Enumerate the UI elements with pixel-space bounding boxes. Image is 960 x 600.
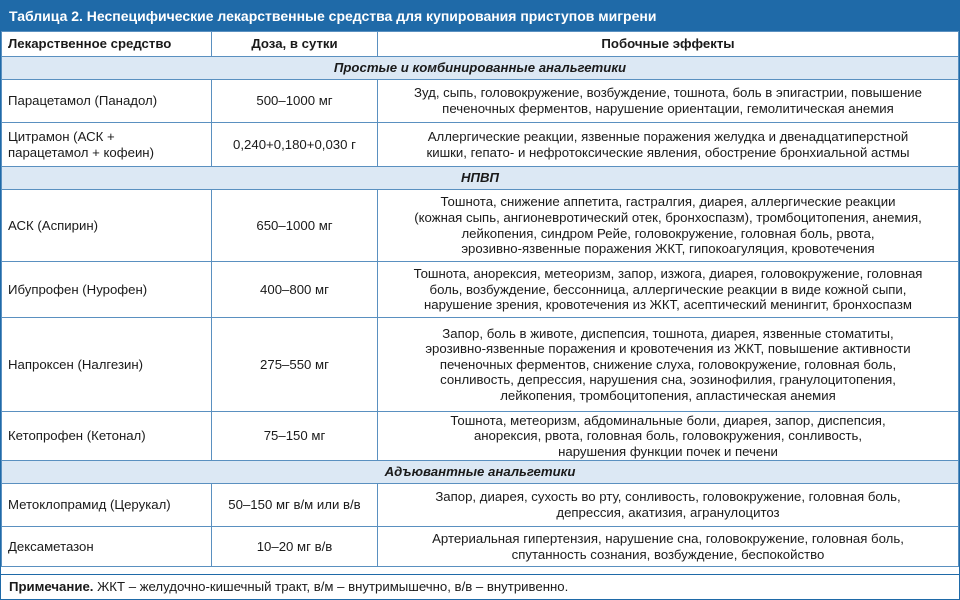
effects-cell	[378, 123, 959, 167]
table-row	[2, 80, 959, 123]
effects-line: боль, возбуждение, бессонница, аллергические реакции в виде кожной сыпи,	[429, 281, 907, 297]
effects-line: сонливость, депрессия, нарушения сна, эозинофилия, гранулоцитопения,	[440, 372, 896, 388]
effects-line: Зуд, сыпь, головокружение, возбуждение, тошнота, боль в эпигастрии, повышение	[414, 85, 922, 101]
header-drug: Лекарственное средство	[2, 32, 212, 57]
effects-line: Запор, диарея, сухость во рту, сонливость, головокружение, головная боль,	[435, 489, 901, 505]
header-dose: Доза, в сутки	[212, 32, 378, 57]
effects-line: лейкопения, тромбоцитопения, апластическая анемия	[500, 387, 836, 403]
section-title: Адъювантные анальгетики	[2, 461, 959, 484]
section-row	[2, 461, 959, 484]
effects-line: печеночных ферментов, нарушение ориентации, гемолитическая анемия	[442, 101, 894, 116]
effects-line: Тошнота, метеоризм, абдоминальные боли, диарея, запор, диспепсия,	[450, 412, 886, 428]
effects-line: анорексия, рвота, головная боль, головокружения, сонливость,	[473, 428, 863, 444]
dose-cell: 400–800 мг	[212, 262, 378, 318]
drug-name-line: Цитрамон (АСК +	[8, 128, 115, 144]
effects-cell	[378, 80, 959, 123]
effects-line: депрессия, акатизия, агранулоцитоз	[556, 505, 780, 520]
dose-cell: 275–550 мг	[212, 318, 378, 412]
effects-line: Запор, боль в животе, диспепсия, тошнота, диарея, язвенные стоматиты,	[442, 325, 894, 341]
table-row	[2, 318, 959, 412]
effects-cell	[378, 527, 959, 567]
effects-cell	[378, 318, 959, 412]
effects-line: спутанность сознания, возбуждение, беспокойство	[511, 546, 825, 562]
drug-cell	[2, 412, 212, 461]
section-title: НПВП	[2, 167, 959, 190]
dose-cell: 500–1000 мг	[212, 80, 378, 123]
drug-name-line: Парацетамол (Панадол)	[8, 93, 158, 109]
drug-cell	[2, 318, 212, 412]
dose-cell: 650–1000 мг	[212, 190, 378, 262]
drug-name-line: Ибупрофен (Нурофен)	[8, 281, 148, 297]
drug-cell	[2, 123, 212, 167]
effects-line: эрозивно-язвенные поражения и кровотечения из ЖКТ, повышение активности	[425, 341, 911, 357]
table-title: Таблица 2. Неспецифические лекарственные средства для купирования приступов мигрени	[1, 1, 959, 31]
effects-cell	[378, 484, 959, 527]
note-text: ЖКТ – желудочно-кишечный тракт, в/м – внутримышечно, в/в – внутривенно.	[93, 579, 569, 594]
drug-cell	[2, 190, 212, 262]
drug-name-line: Напроксен (Налгезин)	[8, 356, 144, 372]
effects-line: (кожная сыпь, ангионевротический отек, бронхоспазм), тромбоцитопения, анемия,	[414, 209, 922, 225]
effects-line: нарушения функции почек и печени	[558, 443, 778, 459]
drug-cell	[2, 262, 212, 318]
effects-line: Тошнота, анорексия, метеоризм, запор, изжога, диарея, головокружение, головная	[413, 266, 923, 282]
drug-table	[1, 31, 959, 567]
header-row	[2, 32, 959, 57]
drug-name-line: парацетамол + кофеин)	[8, 144, 154, 160]
section-title: Простые и комбинированные анальгетики	[2, 57, 959, 80]
table-row	[2, 484, 959, 527]
section-row	[2, 167, 959, 190]
effects-cell	[378, 412, 959, 461]
table-body	[2, 57, 959, 567]
effects-cell	[378, 262, 959, 318]
effects-cell	[378, 190, 959, 262]
effects-line: Тошнота, снижение аппетита, гастралгия, диарея, аллергические реакции	[440, 194, 896, 210]
table-row	[2, 412, 959, 461]
dose-cell: 50–150 мг в/м или в/в	[212, 484, 378, 527]
drug-name-line: Дексаметазон	[8, 538, 94, 554]
effects-line: эрозивно-язвенные поражения ЖКТ, гипокоагуляция, кровотечения	[461, 241, 875, 257]
drug-cell	[2, 80, 212, 123]
dose-cell: 0,240+0,180+0,030 г	[212, 123, 378, 167]
effects-line: печеночных ферментов, снижение слуха, головокружение, головная боль,	[439, 356, 897, 372]
header-effects: Побочные эффекты	[378, 32, 959, 57]
dose-cell: 75–150 мг	[212, 412, 378, 461]
dose-cell: 10–20 мг в/в	[212, 527, 378, 567]
table-row	[2, 527, 959, 567]
effects-line: кишки, гепато- и нефротоксические явления, обострение бронхиальной астмы	[426, 144, 910, 160]
effects-line: Артериальная гипертензия, нарушение сна, головокружение, головная боль,	[432, 530, 904, 546]
drug-cell	[2, 527, 212, 567]
effects-line: Аллергические реакции, язвенные поражения желудка и двенадцатиперстной	[427, 128, 909, 144]
drug-name-line: Кетопрофен (Кетонал)	[8, 428, 146, 444]
drug-cell	[2, 484, 212, 527]
effects-line: лейкопения, синдром Рейе, головокружение, головная боль, рвота,	[461, 225, 875, 241]
note-label: Примечание.	[9, 579, 94, 594]
table-row	[2, 262, 959, 318]
table-row	[2, 123, 959, 167]
drug-name-line: АСК (Аспирин)	[8, 217, 99, 233]
table-row	[2, 190, 959, 262]
section-row	[2, 57, 959, 80]
drug-name-line: Метоклопрамид (Церукал)	[8, 497, 171, 513]
table-note	[1, 574, 959, 599]
effects-line: нарушение зрения, кровотечения из ЖКТ, асептический менингит, бронхоспазм	[424, 297, 912, 313]
